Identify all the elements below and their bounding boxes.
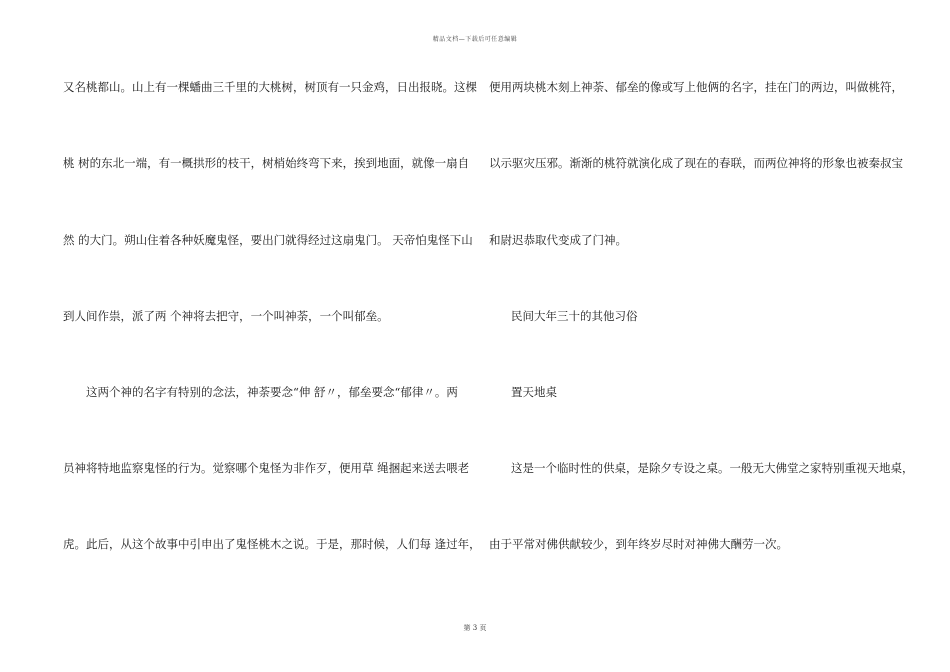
paragraph-line: 到人间作祟，派了两 个神将去把守，一个叫神荼，一个叫郁垒。: [63, 309, 389, 323]
paragraph-line: 以示驱灾压邪。渐渐的桃符就演化成了现在的春联，而两位神将的形象也被秦叔宝: [489, 156, 903, 170]
paragraph-line: 由于平常对佛供献较少，到年终岁尽时对神佛大酬劳一次。: [489, 537, 788, 551]
paragraph-line: 和尉迟恭取代变成了门神。: [489, 233, 627, 247]
paragraph-line: 这是一个临时性的供桌，是除夕专设之桌。一般无大佛堂之家特别重视天地桌，: [511, 461, 914, 475]
page-header: 精品文档—下载后可任意编辑: [432, 36, 518, 43]
paragraph-line: 又名桃都山。山上有一棵蟠曲三千里的大桃树，树顶有一只金鸡，日出报晓。这棵: [63, 80, 477, 94]
paragraph-line: 便用两块桃木刻上神荼、郁垒的像或写上他俩的名字，挂在门的两边，叫做桃符，: [489, 80, 903, 94]
section-heading: 民间大年三十的其他习俗: [511, 309, 638, 323]
page-number: 第 3 页: [463, 624, 487, 632]
subsection-heading: 置天地桌: [511, 385, 557, 399]
paragraph-line: 然 的大门。朔山住着各种妖魔鬼怪，要出门就得经过这扇鬼门。 天帝怕鬼怪下山: [63, 233, 473, 247]
paragraph-line: 虎。此后，从这个故事中引申出了鬼怪桃木之说。于是，那时候，人们每 逢过年，: [63, 537, 481, 551]
paragraph-line: 员神将特地监察鬼怪的行为。觉察哪个鬼怪为非作歹，便用草 绳捆起来送去喂老: [63, 461, 470, 475]
paragraph-line: 这两个神的名字有特别的念法，神荼要念“伸 舒〃，郁垒要念“郁律〃。两: [86, 385, 458, 399]
paragraph-line: 桃 树的东北一端，有一概拱形的枝干，树梢始终弯下来，挨到地面，就像一扇自: [63, 156, 470, 170]
